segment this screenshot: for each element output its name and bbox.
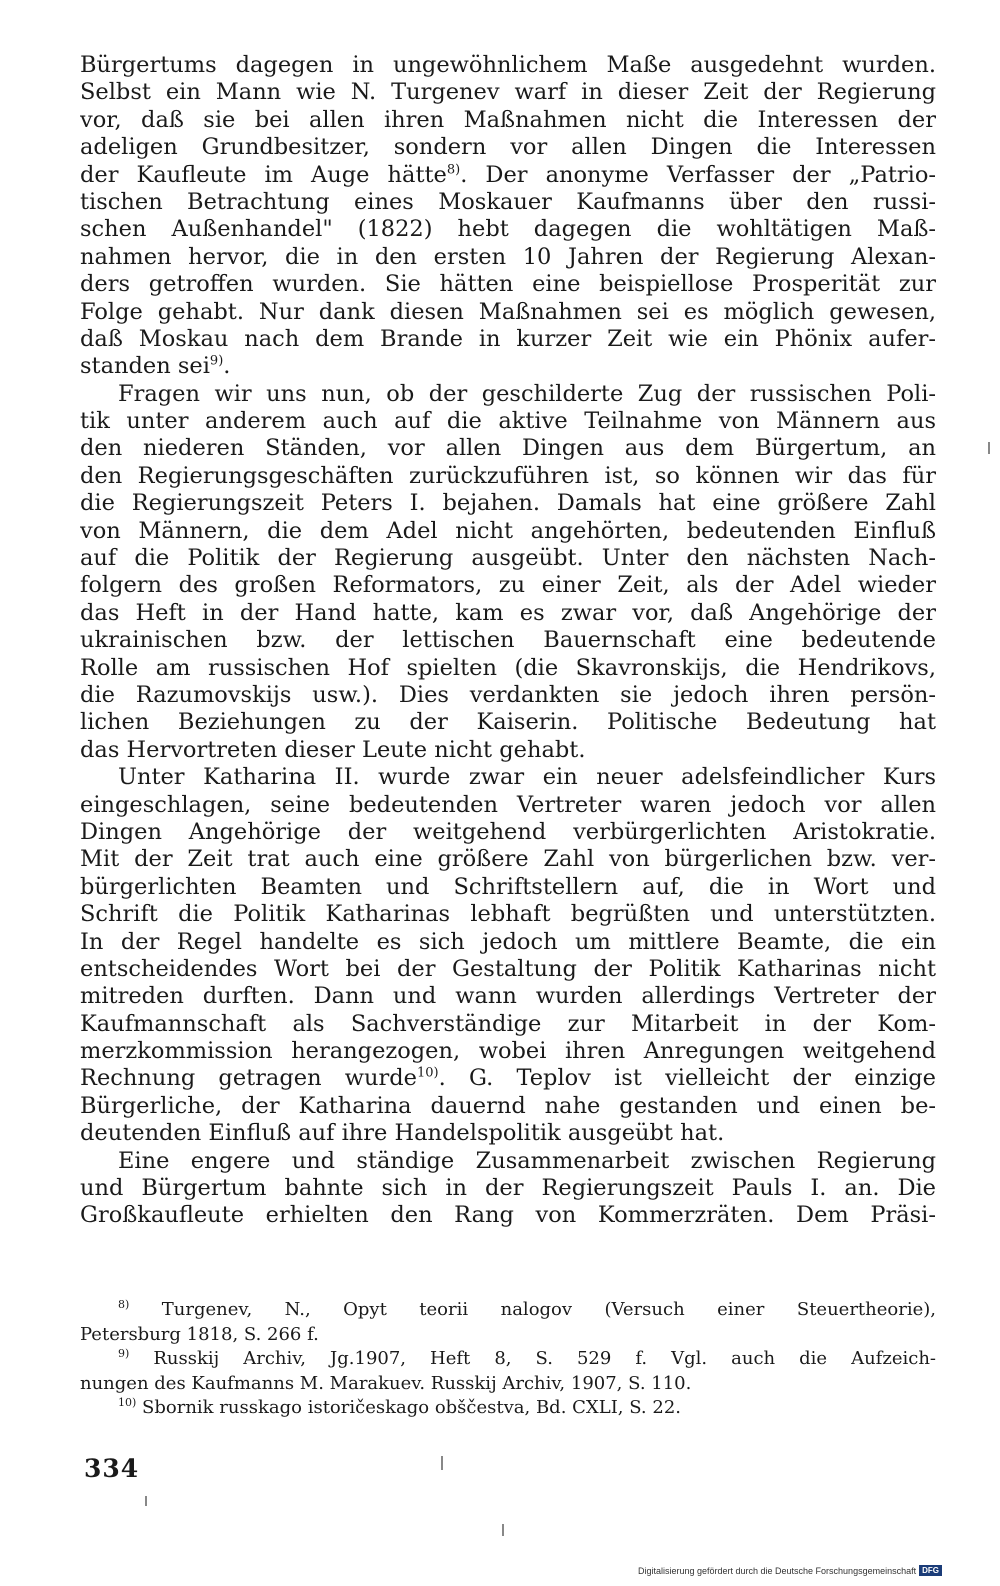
text-line: adeligen Grundbesitzer, sondern vor allen Dingen die Interessen xyxy=(80,134,936,161)
text-line: das Heft in der Hand hatte, kam es zwar vor, daß Angehörige der xyxy=(80,599,936,626)
text-line: die Regierungszeit Peters I. bejahen. Damals hat eine größere Zahl xyxy=(80,490,936,517)
footnote-ref-9[interactable]: 9) xyxy=(209,353,224,369)
text-line: Bürgertums dagegen in ungewöhnlichem Maße ausgedehnt wurden. xyxy=(80,52,936,78)
text-line: deutenden Einfluß auf ihre Handelspolitik ausgeübt hat. xyxy=(80,1120,725,1147)
text-line: eingeschlagen, seine bedeutenden Vertreter waren jedoch vor allen xyxy=(80,791,936,818)
text-line: nahmen hervor, die in den ersten 10 Jahren der Regierung Alexan- xyxy=(80,243,936,270)
text-line: In der Regel handelte es sich jedoch um mittlere Beamte, die ein xyxy=(80,928,936,955)
digitization-credit xyxy=(638,1565,942,1576)
text-line: vor, daß sie bei allen ihren Maßnahmen nicht die Interessen der xyxy=(80,106,936,133)
scan-speck xyxy=(441,1456,443,1470)
text-line: standen sei$^{9)}$. xyxy=(80,353,231,380)
scan-speck xyxy=(145,1496,147,1506)
text-line: Mit der Zeit trat auch eine größere Zahl von bürgerlichen bzw. ver- xyxy=(80,846,936,873)
text-line: Kaufmannschaft als Sachverständige zur Mitarbeit in der Kom- xyxy=(80,1010,936,1037)
text-line: den niederen Ständen, vor allen Dingen aus dem Bürgertum, an xyxy=(80,435,936,462)
footnotes xyxy=(80,1298,936,1421)
text-line: tischen Betrachtung eines Moskauer Kaufmanns über den russi- xyxy=(80,188,936,215)
text-line: lichen Beziehungen zu der Kaiserin. Politische Bedeutung hat xyxy=(80,709,936,736)
text-line: Fragen wir uns nun, ob der geschilderte Zug der russischen Poli- xyxy=(118,380,936,407)
paragraph-4 xyxy=(80,1148,936,1230)
text-line: ders getroffen wurden. Sie hätten eine beispiellose Prosperität zur xyxy=(80,271,936,298)
text-line: folgern des großen Reformators, zu einer Zeit, als der Adel wieder xyxy=(80,572,936,599)
footnote-8: $^{8)}$ Turgenev, N., Opyt teorii nalogov (Versuch einer Steuertheorie), xyxy=(118,1298,936,1320)
text-line: mitreden durften. Dann und wann wurden allerdings Vertreter der xyxy=(80,983,936,1010)
text-line: Rechnung getragen wurde$^{10)}$. G. Teplov ist vielleicht der einzige xyxy=(80,1065,936,1092)
scan-speck xyxy=(502,1524,504,1536)
text-line: entscheidendes Wort bei der Gestaltung der Politik Katharinas nicht xyxy=(80,955,936,982)
text-line: schen Außenhandel" (1822) hebt dagegen die wohltätigen Maß- xyxy=(80,216,936,243)
text-line: Schrift die Politik Katharinas lebhaft begrüßten und unterstützten. xyxy=(80,901,936,928)
text-line: Unter Katharina II. wurde zwar ein neuer adelsfeindlicher Kurs xyxy=(118,764,936,791)
dfg-logo: DFG xyxy=(919,1565,942,1576)
digitization-note: Digitalisierung gefördert durch die Deutsche Forschungsgemeinschaft xyxy=(637,1565,917,1576)
paragraph-2 xyxy=(80,381,936,764)
scan-speck xyxy=(988,442,990,454)
text-line: der Kaufleute im Auge hätte$^{8)}$. Der anonyme Verfasser der „Patrio- xyxy=(80,161,936,188)
footnote-10: $^{10)}$ Sbornik russkago istoričeskago obščestva, Bd. CXLI, S. 22. xyxy=(118,1396,682,1418)
text-line: ukrainischen bzw. der lettischen Bauernschaft eine bedeutende xyxy=(80,627,936,654)
text-line: Folge gehabt. Nur dank diesen Maßnahmen sei es möglich gewesen, xyxy=(80,298,936,325)
text-line: das Hervortreten dieser Leute nicht gehabt. xyxy=(80,736,586,763)
text-line: merzkommission herangezogen, wobei ihren Anregungen weitgehend xyxy=(80,1038,936,1065)
text-line: Großkaufleute erhielten den Rang von Kommerzräten. Dem Präsi- xyxy=(80,1202,936,1229)
text-line: tik unter anderem auch auf die aktive Teilnahme von Männern aus xyxy=(80,408,936,435)
text-line: Dingen Angehörige der weitgehend verbürgerlichten Aristokratie. xyxy=(80,818,936,845)
text-line: Bürgerliche, der Katharina dauernd nahe gestanden und einen be- xyxy=(80,1092,936,1119)
text-line: den Regierungsgeschäften zurückzuführen ist, so können wir das für xyxy=(80,462,936,489)
text-line: und Bürgertum bahnte sich in der Regierungszeit Pauls I. an. Die xyxy=(80,1175,936,1202)
footnote-8-cont: Petersburg 1818, S. 266 f. xyxy=(80,1323,319,1345)
paragraph-3 xyxy=(80,764,936,1147)
text-line: von Männern, die dem Adel nicht angehörten, bedeutenden Einfluß xyxy=(80,517,936,544)
page-number: 334 xyxy=(84,1454,140,1483)
page-body xyxy=(80,52,936,1230)
footnote-ref-8[interactable]: 8) xyxy=(446,162,461,178)
text-line: Rolle am russischen Hof spielten (die Skavronskijs, die Hendrikovs, xyxy=(80,654,936,681)
text-line: auf die Politik der Regierung ausgeübt. Unter den nächsten Nach- xyxy=(80,545,936,572)
text-line: daß Moskau nach dem Brande in kurzer Zeit wie ein Phönix aufer- xyxy=(80,325,936,352)
text-line: bürgerlichten Beamten und Schriftstellern auf, die in Wort und xyxy=(80,873,936,900)
text-line: die Razumovskijs usw.). Dies verdankten sie jedoch ihren persön- xyxy=(80,681,936,708)
text-line: Selbst ein Mann wie N. Turgenev warf in dieser Zeit der Regierung xyxy=(80,79,936,106)
footnote-ref-10[interactable]: 10) xyxy=(416,1065,439,1081)
footnote-9-cont: nungen des Kaufmanns M. Marakuev. Russkij Archiv, 1907, S. 110. xyxy=(80,1372,692,1394)
footnote-9: $^{9)}$ Russkij Archiv, Jg.1907, Heft 8, S. 529 f. Vgl. auch die Aufzeich- xyxy=(118,1347,936,1369)
text-line: Eine engere und ständige Zusammenarbeit zwischen Regierung xyxy=(118,1147,936,1174)
paragraph-1 xyxy=(80,52,936,381)
